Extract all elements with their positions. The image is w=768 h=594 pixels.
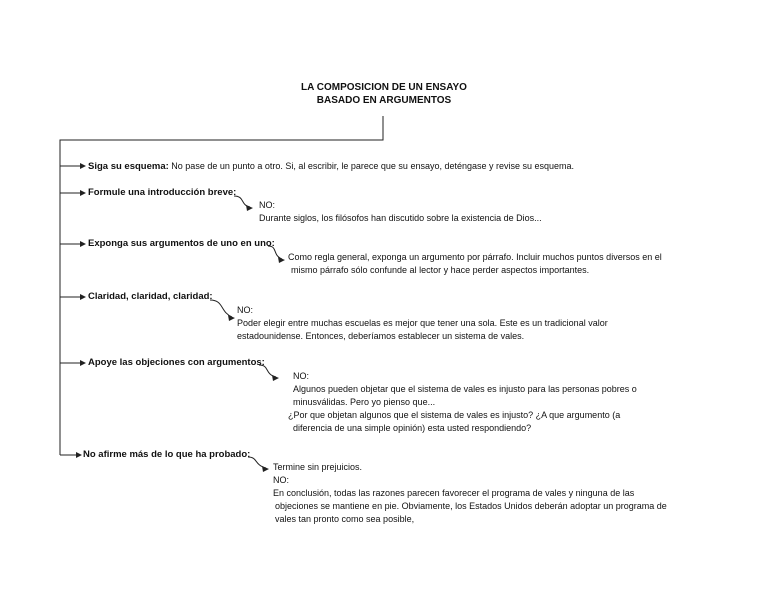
section-1 (88, 160, 574, 173)
section-3-line-2: mismo párrafo sólo confunde al lector y hace perder aspectos importantes. (291, 265, 590, 275)
section-6-line-3: En conclusión, todas las razones parecen favorecer el programa de vales y ninguna de las (273, 488, 635, 498)
section-5-line-1: NO: (293, 371, 310, 381)
section-1-heading: Siga su esquema: (88, 161, 169, 172)
section-4-line-2: Poder elegir entre muchas escuelas es mejor que tener una sola. Este es un tradicional valor (237, 318, 608, 328)
section-5-line-3: minusválidas. Pero yo pienso que... (293, 397, 436, 407)
section-6-line-2: NO: (273, 475, 290, 485)
section-4-heading: Claridad, claridad, claridad: (88, 291, 213, 302)
section-3-heading: Exponga sus argumentos de uno en uno: (88, 238, 275, 249)
section-2-line-2: Durante siglos, los filósofos han discutido sobre la existencia de Dios... (259, 213, 542, 223)
section-6-heading: No afirme más de lo que ha probado: (83, 449, 251, 460)
section-6-line-4: objeciones se mantiene en pie. Obviamente, los Estados Unidos deberán adoptar un programa de (275, 501, 667, 511)
section-5-heading: Apoye las objeciones con argumentos: (88, 357, 265, 368)
section-4-line-3: estadounidense. Entonces, deberíamos establecer un sistema de vales. (237, 331, 525, 341)
title-line-1: LA COMPOSICION DE UN ENSAYO (301, 82, 467, 93)
diagram-title (284, 81, 484, 107)
section-2-heading: Formule una introducción breve: (88, 187, 237, 198)
section-2-line-1: NO: (259, 200, 276, 210)
section-6-line-5: vales tan pronto como sea posible, (275, 514, 415, 524)
section-5-line-2: Algunos pueden objetar que el sistema de vales es injusto para las personas pobres o (293, 384, 637, 394)
section-5-line-4: ¿Por que objetan algunos que el sistema de vales es injusto? ¿A que argumento (a (288, 410, 621, 420)
section-6-line-1: Termine sin prejuicios. (273, 462, 363, 472)
title-line-2: BASADO EN ARGUMENTOS (316, 95, 452, 106)
section-1-text: No pase de un punto a otro. Si, al escribir, le parece que su ensayo, deténgase y revise su esquema. (171, 161, 575, 171)
section-4-line-1: NO: (237, 305, 254, 315)
section-5-line-5: diferencia de una simple opinión) esta usted respondiendo? (293, 423, 532, 433)
section-3-line-1: Como regla general, exponga un argumento por párrafo. Incluir muchos puntos diversos en el (288, 252, 662, 262)
